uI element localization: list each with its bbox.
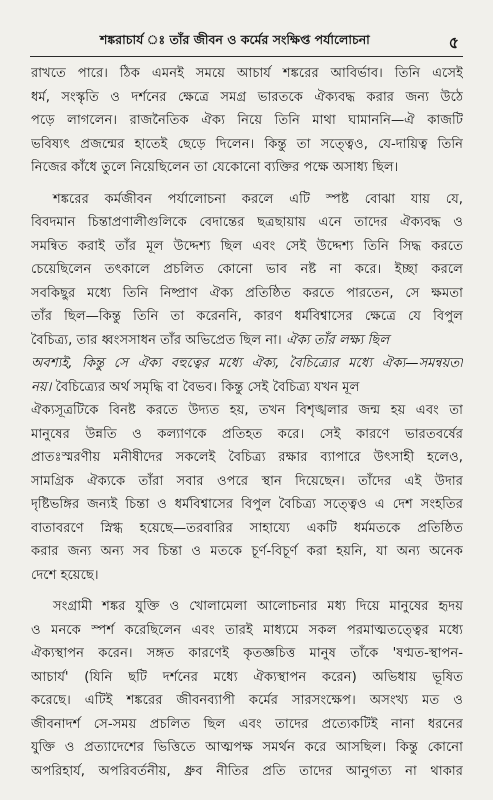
text-line: শঙ্করের কর্মজীবন পর্যালোচনা করলে এটি স্পষ্ট বোঝা যায় যে,	[53, 191, 463, 207]
text-line: রাখতে পারে। ঠিক এমনই সময়ে আচার্য শঙ্করের আবির্ভাব। তিনি এসেই	[31, 66, 463, 81]
text-segment: বৈচিত্র্য, তার ধ্বংসসাধন তাঁর অভিপ্রেত ছিল না।	[31, 332, 282, 348]
text-line: করেছে। এটিই শঙ্করের জীবনব্যাপী কর্মের সারসংক্ষেপ। অসংখ্য মত ও	[31, 693, 463, 708]
text-line: সবকিছুর মধ্যে তিনি নিষ্প্রাণ ঐক্য প্রতিষ্ঠিত করতে পারতেন, সে ক্ষমতা	[31, 285, 463, 301]
text-line: প্রাতঃস্মরণীয় মনীষীদের সকলেই বৈচিত্র্য রক্ষার ব্যাপারে উৎসাহী হলেও,	[31, 450, 463, 465]
text-line: চেয়েছিলেন তৎকালে প্রচলিত কোনো ভাব নষ্ট না করে। ইচ্ছা করলে	[31, 262, 463, 277]
text-line: সংগ্রামী শঙ্কর যুক্তি ও খোলামেলা আলোচনার মধ্য দিয়ে মানুষের হৃদয়	[53, 599, 463, 614]
text-line: বাতাবরণে স্নিগ্ধ হয়েছে—তরবারির সাহায্যে একটি ধর্মমতকে প্রতিষ্ঠিত	[31, 520, 463, 536]
text-line	[31, 376, 463, 400]
page-number: ৫	[448, 33, 459, 52]
text-line: নিজের কাঁধে তুলে নিয়েছিলেন তা যেকোনো ব্যক্তির পক্ষে অসাধ্য ছিল।	[31, 160, 399, 175]
body-text	[31, 62, 463, 783]
text-line: ঐক্যসূত্রটিকে বিনষ্ট করতে উদ্যত হয়, তখন বিশৃঙ্খলার জন্ম হয় এবং তা	[31, 403, 463, 418]
text-line: অপরিহার্য, অপরিবর্তনীয়, ধ্রুব নীতির প্রতি তাদের আনুগত্য না থাকার	[31, 763, 463, 779]
text-line: পড়ে লাগলেন। রাজনৈতিক ঐক্য নিয়ে তিনি মাথা ঘামাননি—ঐ কাজটি	[31, 113, 463, 128]
text-line: ঐক্যস্থাপন করেন। সঙ্গত কারণেই কৃতজ্ঞচিত্ত মানুষ তাঁকে 'ষণ্মত-স্থাপন-	[31, 646, 463, 661]
text-line: ভবিষ্যৎ প্রজন্মের হাতেই ছেড়ে দিলেন। কিন্তু তা সত্ত্বেও, যে-দায়িত্ব তিনি	[31, 136, 463, 152]
text-line: সমন্বিত করাই তাঁর মূল উদ্দেশ্য ছিল এবং সেই উদ্দেশ্য তিনি সিদ্ধ করতে	[31, 238, 463, 254]
italic-text-line: অবশ্যই, কিন্তু সে ঐক্য বহুত্বের মধ্যে ঐক্য, বৈচিত্র্যের মধ্যে ঐক্য—সমন্বয়তা	[31, 356, 463, 371]
running-title: শঙ্করাচার্য ঃ তাঁর জীবন ও কর্মের সংক্ষিপ্ত পর্যালোচনা	[100, 32, 370, 47]
text-line: দৃষ্টিভঙ্গির জন্যই চিন্তা ও ধর্মবিশ্বাসের বিপুল বৈচিত্র্য সত্ত্বেও এ দেশ সংহতির	[31, 497, 463, 512]
text-line: বিবদমান চিন্তাপ্রণালীগুলিকে বেদান্তের ছত্রছায়ায় এনে তাদের ঐক্যবদ্ধ ও	[31, 215, 463, 230]
running-header	[30, 30, 463, 57]
text-line: সামগ্রিক ঐক্যকে তাঁরা সবার ওপরে স্থান দিয়েছেন। তাঁদের এই উদার	[31, 473, 463, 489]
text-line: মানুষের উন্নতি ও কল্যাণকে প্রতিহত করে। সেই কারণে ভারতবর্ষের	[31, 426, 463, 442]
text-line: দেশে হয়েছে।	[31, 567, 99, 583]
text-line: যুক্তি ও প্রত্যাদেশের ভিত্তিতে আত্মপক্ষ সমর্থন করে আসছিল। কিন্তু কোনো	[31, 740, 463, 755]
text-line: আচার্য' (যিনি ছটি দর্শনের মধ্যে ঐক্যস্থাপন করেন) অভিধায় ভূষিত	[31, 669, 463, 685]
text-line: তাঁর ছিল—কিন্তু তিনি তা করেননি, কারণ ধর্মবিশ্বাসের ক্ষেত্রে যে বিপুল	[31, 309, 463, 324]
text-line: ধর্ম, সংস্কৃতি ও দর্শনের ক্ষেত্রে সমগ্র ভারতকে ঐক্যবদ্ধ করার জন্য উঠে	[31, 89, 463, 105]
italic-text: নয়।	[31, 379, 52, 395]
text-line: করার জন্য অন্য সব চিন্তা ও মতকে চূর্ণ-বিচূর্ণ করা হয়নি, যা অন্য অনেক	[31, 544, 463, 559]
text-line: ও মনকে স্পর্শ করেছিলেন এবং তারই মাধ্যমে সকল পরমাত্মতত্ত্বের মধ্যে	[31, 622, 463, 638]
text-segment: বৈচিত্র্যের অর্থ সমৃদ্ধি বা বৈভব। কিন্তু সেই বৈচিত্র্য যখন মূল	[55, 379, 360, 395]
text-line	[31, 329, 463, 353]
italic-text: ঐক্য তাঁর লক্ষ্য ছিল	[285, 332, 390, 348]
text-line: জীবনাদর্শ সে-সময় প্রচলিত ছিল এবং তাদের প্রত্যেকটিই নানা ধরনের	[31, 716, 463, 732]
